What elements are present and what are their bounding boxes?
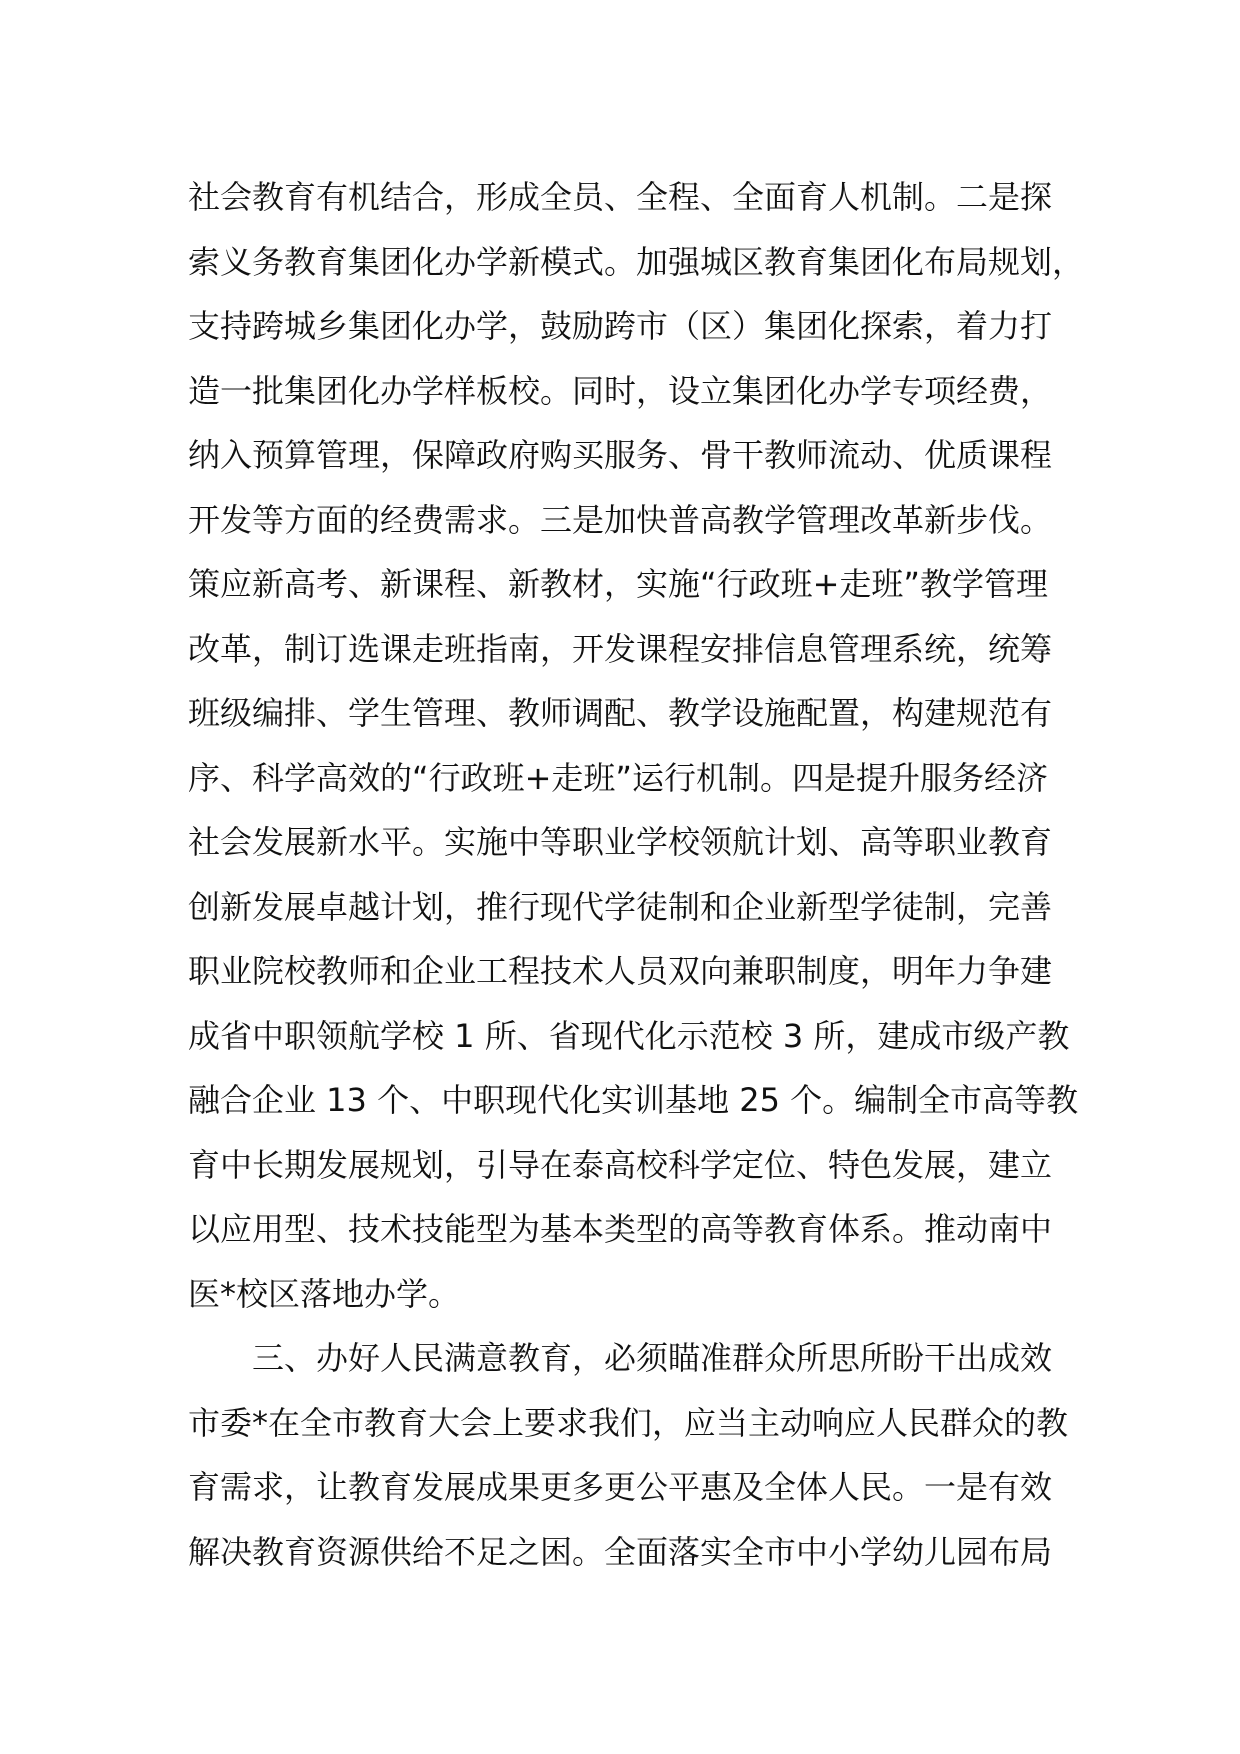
section-heading-line: 三、办好人民满意教育，必须瞄准群众所思所盼干出成效 (252, 1339, 1053, 1377)
text-line: 医*校区落地办学。 (188, 1274, 461, 1313)
body-text (188, 165, 1088, 1584)
text-line: 社会发展新水平。实施中等职业学校领航计划、高等职业教育 (188, 823, 1053, 861)
text-line: 社会教育有机结合，形成全员、全程、全面育人机制。二是探 (188, 178, 1053, 216)
text-line: 索义务教育集团化办学新模式。加强城区教育集团化布局规划， (188, 242, 1085, 281)
text-line: 策应新高考、新课程、新教材，实施“行政班+走班”教学管理 (188, 565, 1048, 603)
text-line: 育需求，让教育发展成果更多更公平惠及全体人民。一是有效 (188, 1468, 1053, 1506)
text-line: 纳入预算管理，保障政府购买服务、骨干教师流动、优质课程 (188, 436, 1053, 474)
text-line: 造一批集团化办学样板校。同时，设立集团化办学专项经费， (188, 371, 1053, 410)
text-line: 班级编排、学生管理、教师调配、教学设施配置，构建规范有 (188, 694, 1053, 732)
text-line: 创新发展卓越计划，推行现代学徒制和企业新型学徒制，完善 (188, 887, 1053, 926)
text-line: 职业院校教师和企业工程技术人员双向兼职制度，明年力争建 (188, 952, 1053, 990)
text-line: 改革，制订选课走班指南，开发课程安排信息管理系统，统筹 (188, 629, 1053, 668)
text-line: 解决教育资源供给不足之困。全面落实全市中小学幼儿园布局 (188, 1532, 1053, 1571)
text-line: 以应用型、技术技能型为基本类型的高等教育体系。推动南中 (188, 1210, 1053, 1248)
text-line: 市委*在全市教育大会上要求我们，应当主动响应人民群众的教 (188, 1403, 1069, 1442)
text-line: 支持跨城乡集团化办学，鼓励跨市（区）集团化探索，着力打 (188, 307, 1053, 345)
text-line: 开发等方面的经费需求。三是加快普高教学管理改革新步伐。 (188, 500, 1053, 539)
text-line: 育中长期发展规划，引导在泰高校科学定位、特色发展，建立 (188, 1145, 1053, 1184)
text-line: 融合企业 13 个、中职现代化实训基地 25 个。编制全市高等教 (188, 1081, 1079, 1119)
text-line: 序、科学高效的“行政班+走班”运行机制。四是提升服务经济 (188, 758, 1048, 797)
text-line: 成省中职领航学校 1 所、省现代化示范校 3 所，建成市级产教 (188, 1016, 1070, 1055)
